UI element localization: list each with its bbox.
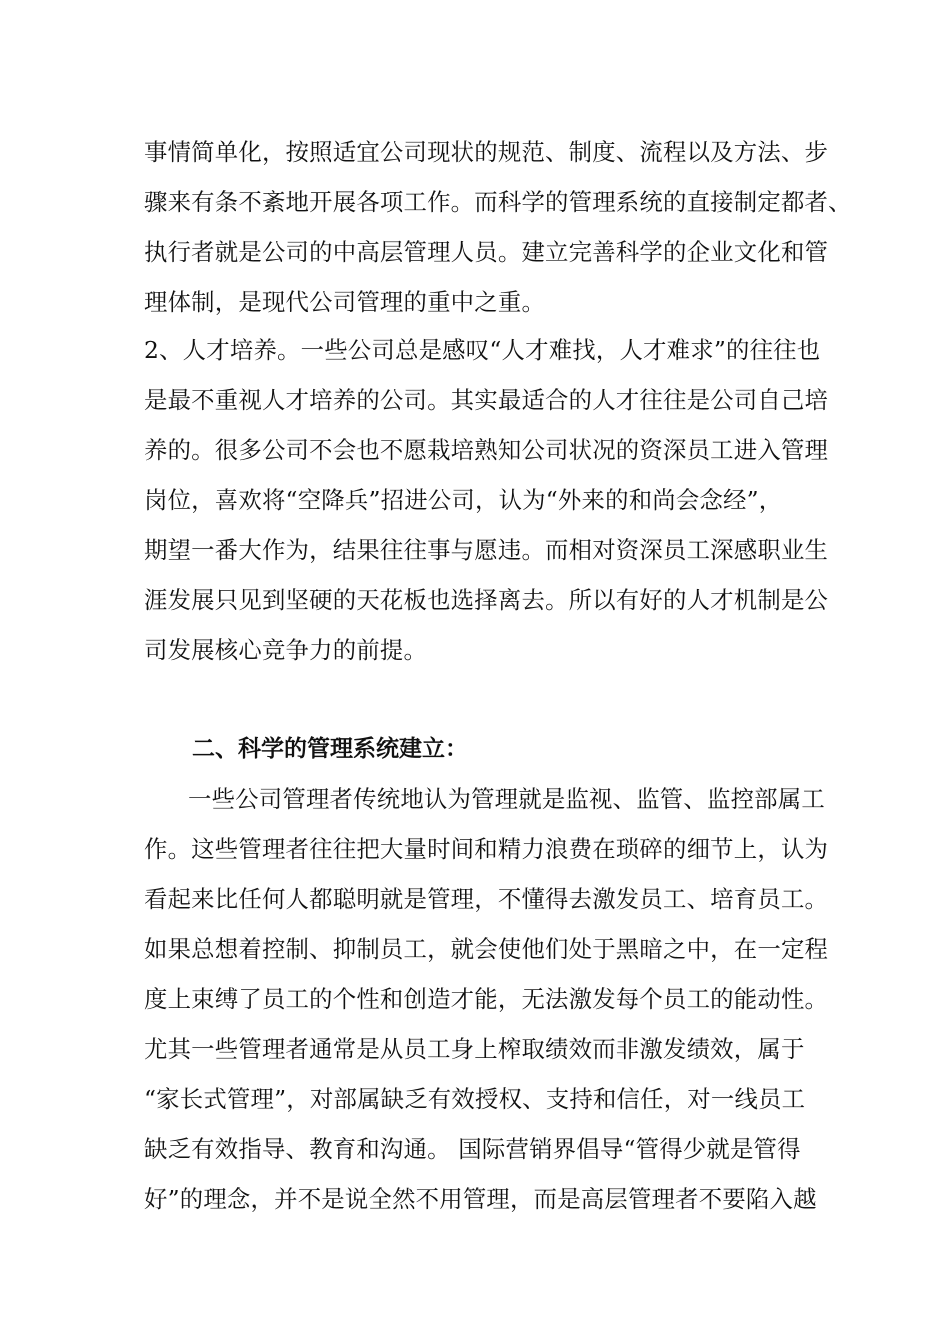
paragraph-line: 岗位，喜欢将“空降兵”招进公司，认为“外来的和尚会念经”， xyxy=(144,486,783,514)
paragraph-line: 事情简单化，按照适宜公司现状的规范、制度、流程以及方法、步 xyxy=(144,138,829,166)
paragraph-line: 期望一番大作为，结果往往事与愿违。而相对资深员工深感职业生 xyxy=(144,536,829,564)
paragraph-line: 骤来有条不紊地开展各项工作。而科学的管理系统的直接制定都者、 xyxy=(144,188,852,216)
paragraph-line: 司发展核心竞争力的前提。 xyxy=(144,636,428,664)
paragraph-line: 尤其一些管理者通常是从员工身上榨取绩效而非激发绩效，属于 xyxy=(144,1035,805,1063)
paragraph-line: “家长式管理”，对部属缺乏有效授权、支持和信任，对一线员工 xyxy=(144,1085,806,1113)
paragraph-line: 执行者就是公司的中高层管理人员。建立完善科学的企业文化和管 xyxy=(144,238,829,266)
paragraph-line: 一些公司管理者传统地认为管理就是监视、监管、监控部属工 xyxy=(188,785,825,813)
paragraph-line: 缺乏有效指导、教育和沟通。 国际营销界倡导“管得少就是管得 xyxy=(144,1135,801,1163)
paragraph-line: 是最不重视人才培养的公司。其实最适合的人才往往是公司自己培 xyxy=(144,386,829,414)
paragraph-line: 看起来比任何人都聪明就是管理，不懂得去激发员工、培育员工。 xyxy=(144,885,829,913)
paragraph-line: 如果总想着控制、抑制员工，就会使他们处于黑暗之中，在一定程 xyxy=(144,935,829,963)
paragraph-line: 度上束缚了员工的个性和创造才能，无法激发每个员工的能动性。 xyxy=(144,985,829,1013)
paragraph-line: 2、人才培养。一些公司总是感叹“人才难找，人才难求”的往往也 xyxy=(144,336,821,364)
paragraph-line: 理体制，是现代公司管理的重中之重。 xyxy=(144,288,546,316)
paragraph-line: 作。这些管理者往往把大量时间和精力浪费在琐碎的细节上，认为 xyxy=(144,835,829,863)
paragraph-line: 养的。很多公司不会也不愿栽培熟知公司状况的资深员工进入管理 xyxy=(144,436,829,464)
section-heading: 二、科学的管理系统建立： xyxy=(192,736,468,762)
paragraph-line: 涯发展只见到坚硬的天花板也选择离去。所以有好的人才机制是公 xyxy=(144,586,829,614)
paragraph-line: 好”的理念，并不是说全然不用管理，而是高层管理者不要陷入越 xyxy=(144,1185,817,1213)
